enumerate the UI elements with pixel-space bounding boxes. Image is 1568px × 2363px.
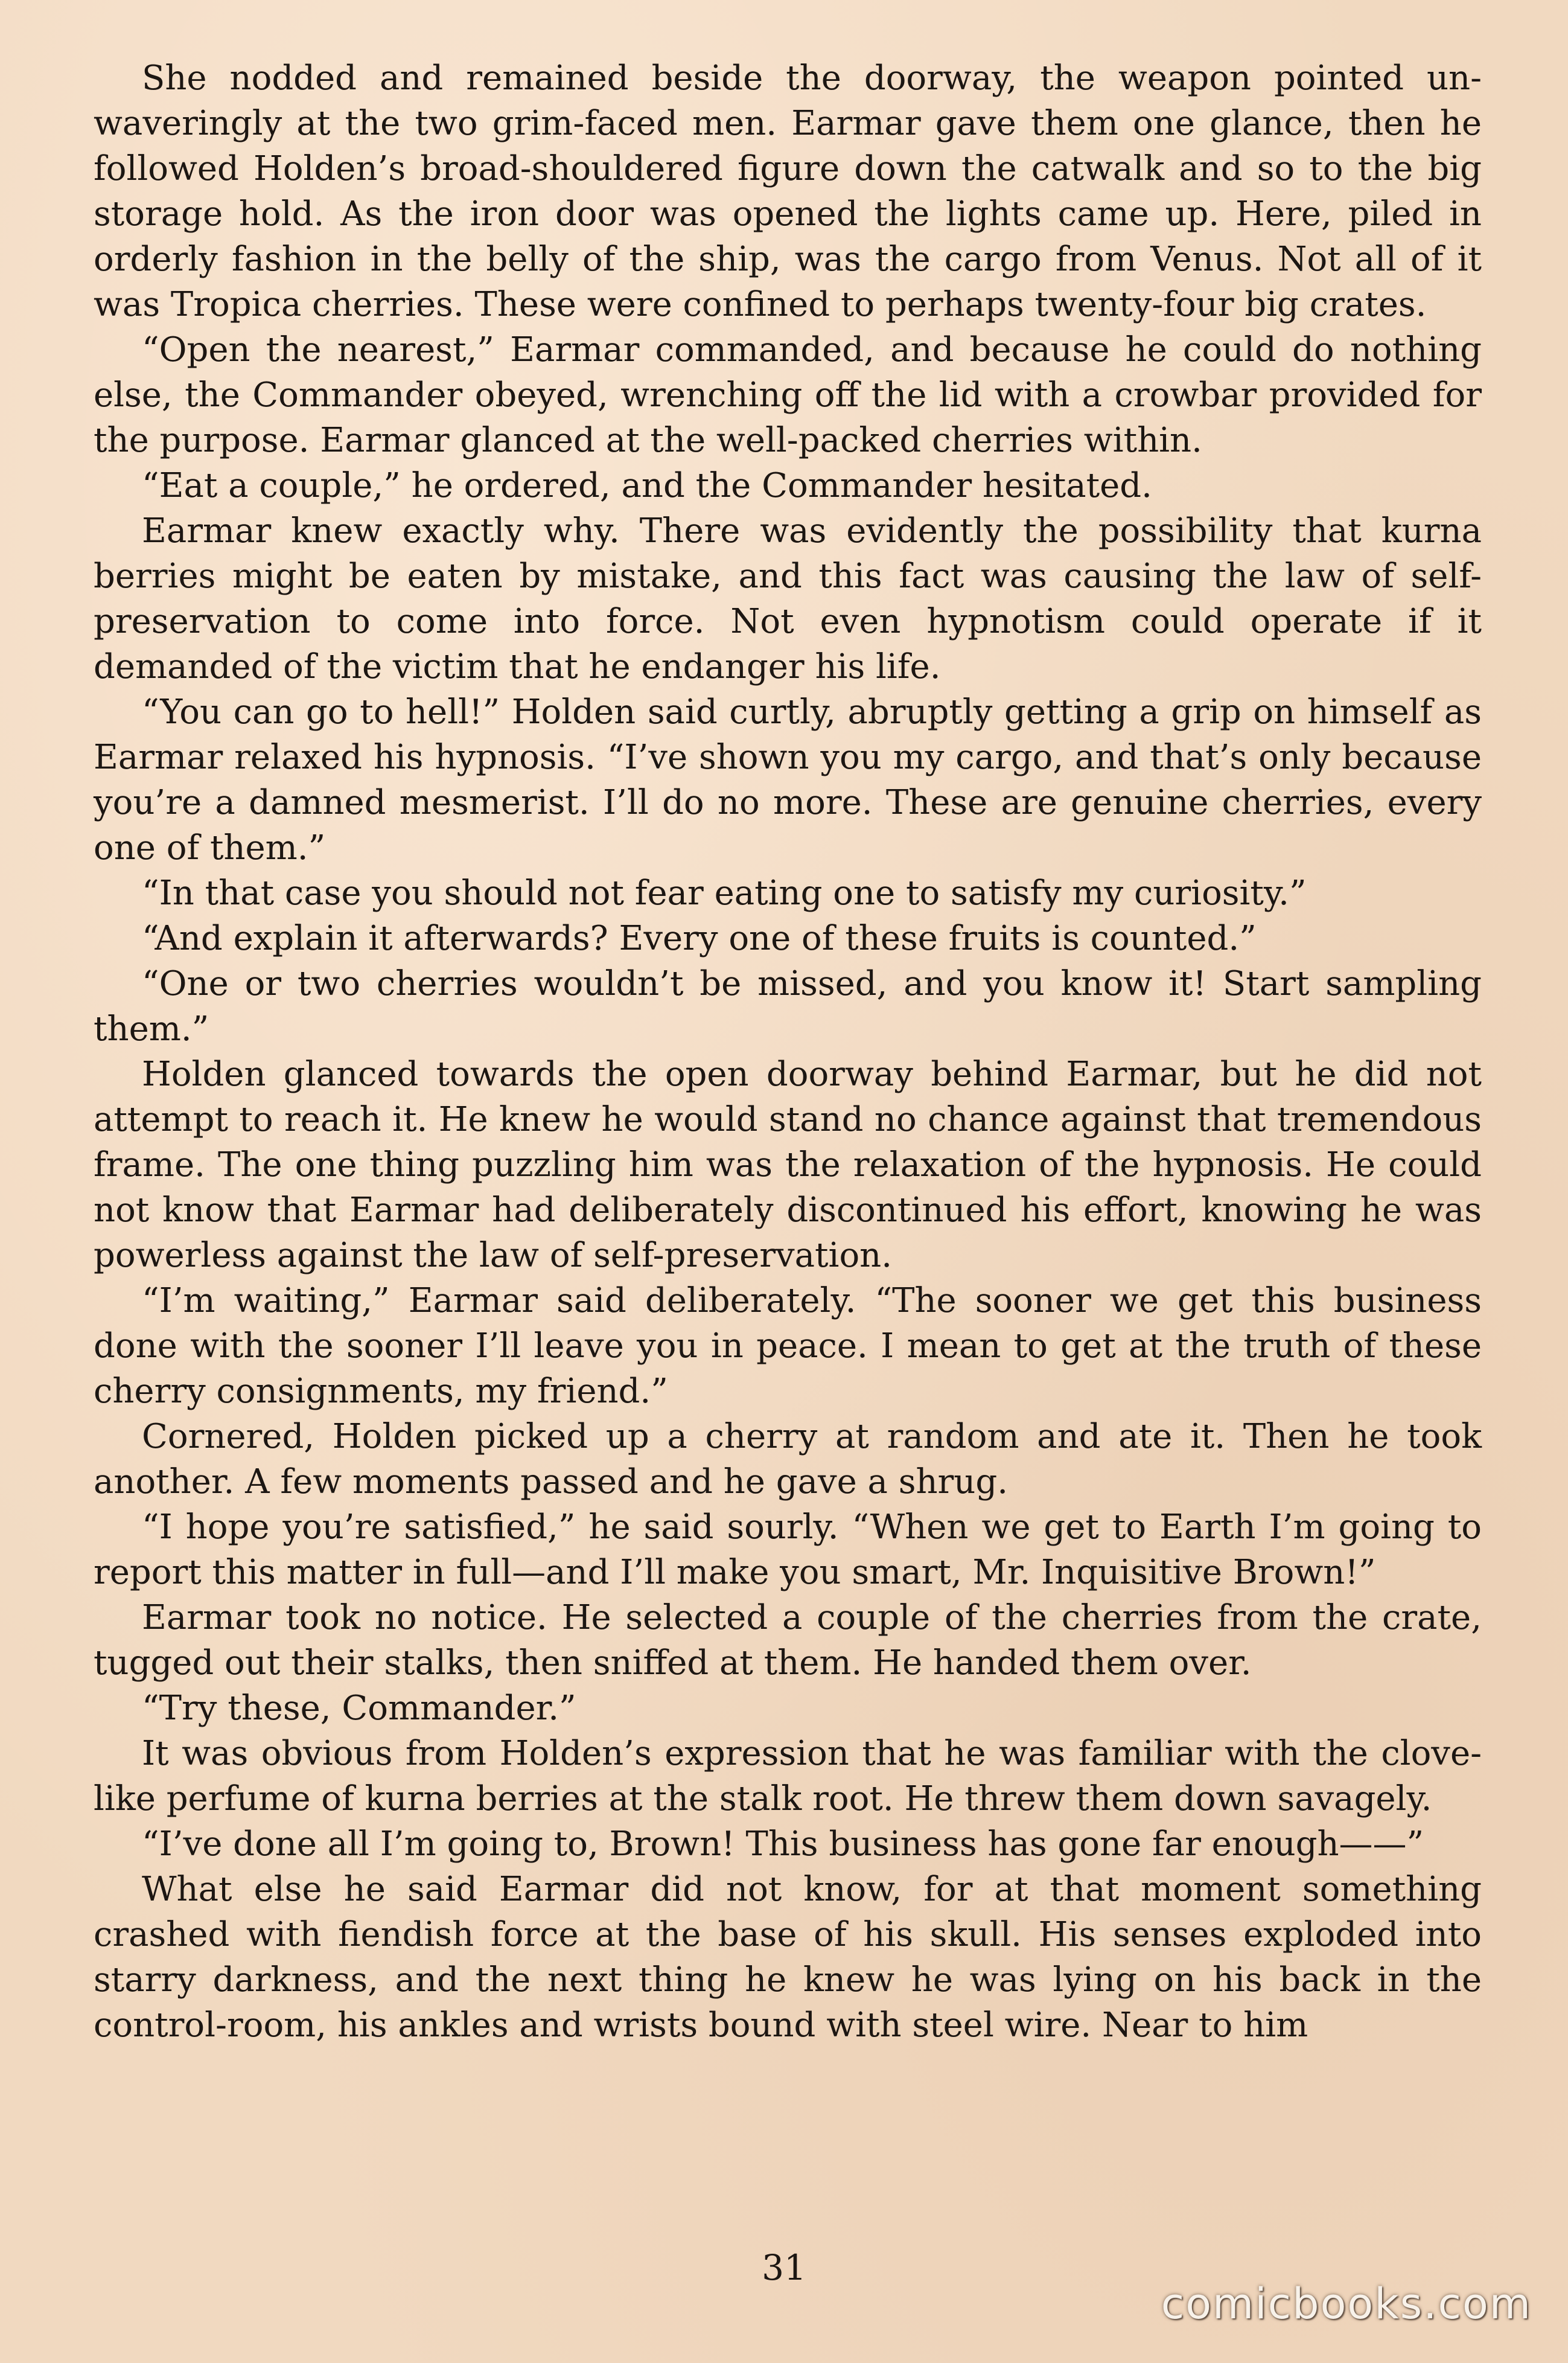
body-text <box>94 56 1482 2048</box>
paragraph-14: “Try these, Commander.” <box>142 1689 576 1728</box>
paragraph-10: “I’m waiting,” Earmar said deliberately. “The sooner we get this business done with the sooner I’ll leave you in peace. I mean to get at the truth of these cherry consignments, my friend.” <box>94 1281 1482 1411</box>
paragraph-15: It was obvious from Holden’s expression that he was familiar with the clove-like perfume of kurna berries at the stalk root. He threw them down savagely. <box>94 1734 1482 1818</box>
paragraph-8: “One or two cherries wouldn’t be missed, and you know it! Start sampling them.” <box>94 964 1482 1049</box>
paragraph-11: Cornered, Holden picked up a cherry at random and ate it. Then he took another. A few moments passed and he gave a shrug. <box>94 1417 1482 1501</box>
paragraph-6: “In that case you should not fear eating one to satisfy my curiosity.” <box>142 874 1307 913</box>
paragraph-13: Earmar took no notice. He selected a couple of the cherries from the crate, tugged out their stalks, then sniffed at them. He handed them over. <box>94 1598 1482 1683</box>
paragraph-16: “I’ve done all I’m going to, Brown! This business has gone far enough——” <box>142 1824 1424 1864</box>
paragraph-4: Earmar knew exactly why. There was evidently the possibility that kurna berries might be eaten by mistake, and this fact was causing the law of self-preservation to come into force. Not even hypnotism could operate if it demanded of the victim that he endanger his life. <box>94 511 1482 686</box>
paragraph-9: Holden glanced towards the open doorway behind Earmar, but he did not attempt to reach it. He knew he would stand no chance against that tremendous frame. The one thing puzzling him was the relaxation of the hypnosis. He could not know that Earmar had deliberately discontinued his effort, knowing he was powerless against the law of self-preservation. <box>94 1055 1482 1275</box>
paragraph-5: “You can go to hell!” Holden said curtly, abruptly getting a grip on himself as Earmar relaxed his hypnosis. “I’ve shown you my cargo, and that’s only because you’re a damned mesmerist. I’ll do no more. These are genuine cherries, every one of them.” <box>94 692 1482 868</box>
page-number: 31 <box>762 2247 806 2288</box>
paragraph-2: “Open the nearest,” Earmar commanded, and because he could do nothing else, the Commander obeyed, wrenching off the lid with a crowbar provided for the purpose. Earmar glanced at the well-packed cherries within. <box>94 330 1482 460</box>
paragraph-7: “And explain it afterwards? Every one of these fruits is counted.” <box>142 919 1257 958</box>
paragraph-1: She nodded and remained beside the doorway, the weapon pointed unwaveringly at the two grim-faced men. Earmar gave them one glance, then he followed Holden’s broad-shouldered figure down the catwalk and so to the big storage hold. As the iron door was opened the lights came up. Here, piled in orderly fashion in the belly of the ship, was the cargo from Venus. Not all of it was Tropica cherries. These were confined to perhaps twenty-four big crates. <box>94 59 1482 324</box>
paragraph-3: “Eat a couple,” he ordered, and the Commander hesitated. <box>142 466 1152 505</box>
paragraph-17: What else he said Earmar did not know, for at that moment something crashed with fiendish force at the base of his skull. His senses exploded into starry darkness, and the next thing he knew he was lying on his back in the control-room, his ankles and wrists bound with steel wire. Near to him <box>94 1870 1482 2045</box>
paragraph-12: “I hope you’re satisfied,” he said sourly. “When we get to Earth I’m going to report this matter in full—and I’ll make you smart, Mr. Inquisitive Brown!” <box>94 1508 1482 1592</box>
watermark: comicbooks.com <box>1161 2279 1532 2329</box>
